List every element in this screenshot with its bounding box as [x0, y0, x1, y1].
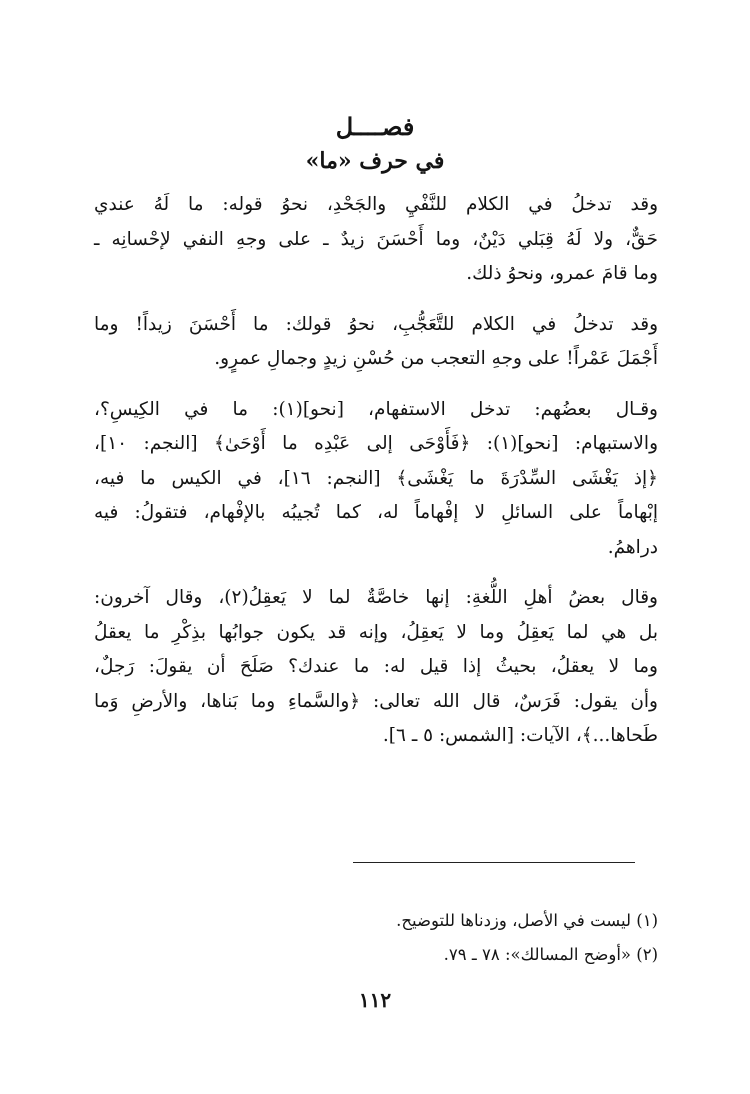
page-number: ١١٢ — [358, 988, 392, 1012]
text-line: وقد تدخلُ في الكلام للتَّعَجُّبِ، نحوُ قولك: ما أَحْسَنَ زيداً! وما — [94, 313, 658, 335]
footnote-2: (٢) «أوضح المسالك»: ٧٨ ـ ٧٩. — [443, 945, 658, 964]
text-line: وأن يقول: فَرَسٌ، قال الله تعالى: ﴿والسَّماءِ وما بَناها، والأرضِ وَما — [94, 690, 658, 712]
paragraph-negation — [94, 188, 658, 292]
text-line: ﴿إذ يَغْشَى السِّدْرَةَ ما يَغْشَى﴾ [النجم: ١٦]، في الكيس ما فيه، — [94, 467, 658, 489]
paragraph-interrogation — [94, 393, 658, 566]
chapter-title: فصــــل — [335, 112, 415, 141]
chapter-subtitle: في حرف «ما» — [305, 148, 445, 174]
text-line: وما لا يعقلُ، بحيثُ إذا قيل له: ما عندك؟ صَلَحَ أن يقولَ: رَجلٌ، — [94, 656, 658, 677]
footnote-divider — [353, 862, 635, 863]
text-line: وقال بعضُ أهلِ اللُّغةِ: إنها خاصَّةٌ لما لا يَعقِلُ(٢)، وقال آخرون: — [94, 587, 658, 608]
text-line: وما قامَ عمرو، ونحوُ ذلك. — [466, 263, 658, 284]
text-line: طَحاها...﴾، الآيات: [الشمس: ٥ ـ ٦]. — [382, 725, 658, 746]
footnotes — [94, 904, 658, 972]
text-line: إبْهاماً على السائلِ لا إفْهاماً له، كما تُجيبُه بالإفْهام، فتقولُ: فيه — [94, 502, 658, 523]
text-line: وقـال بعضُهم: تدخل الاستفهام، [نحو](١): ما في الكِيسِ؟، — [94, 398, 658, 420]
footnote-1: (١) ليست في الأصل، وزدناها للتوضيح. — [396, 911, 658, 930]
text-line: وقد تدخلُ في الكلام للنَّفْيِ والجَحْدِ، نحوُ قوله: ما لَهُ عندي — [94, 194, 658, 215]
body-text — [94, 188, 658, 770]
text-line: حَقٌّ، ولا لَهُ قِبَلي دَيْنٌ، وما أَحْسَنَ زيدٌ ـ على وجهِ النفي لإحْسانِه ـ — [94, 228, 658, 250]
paragraph-exclamation — [94, 308, 658, 377]
text-line: والاستبهام: [نحو](١): ﴿فَأَوْحَى إلى عَبْدِه ما أَوْحَىٰ﴾ [النجم: ١٠]، — [94, 433, 659, 454]
paragraph-reasoning — [94, 581, 658, 754]
text-line: أَجْمَلَ عَمْراً! على وجهِ التعجب من حُسْنِ زيدٍ وجمالِ عمرٍو. — [214, 348, 658, 369]
text-line: دراهمُ. — [607, 536, 658, 558]
text-line: بل هي لما يَعقِلُ وما لا يَعقِلُ، وإنه قد يكون جوابُها بذِكْرِ ما يعقلُ — [94, 621, 658, 643]
